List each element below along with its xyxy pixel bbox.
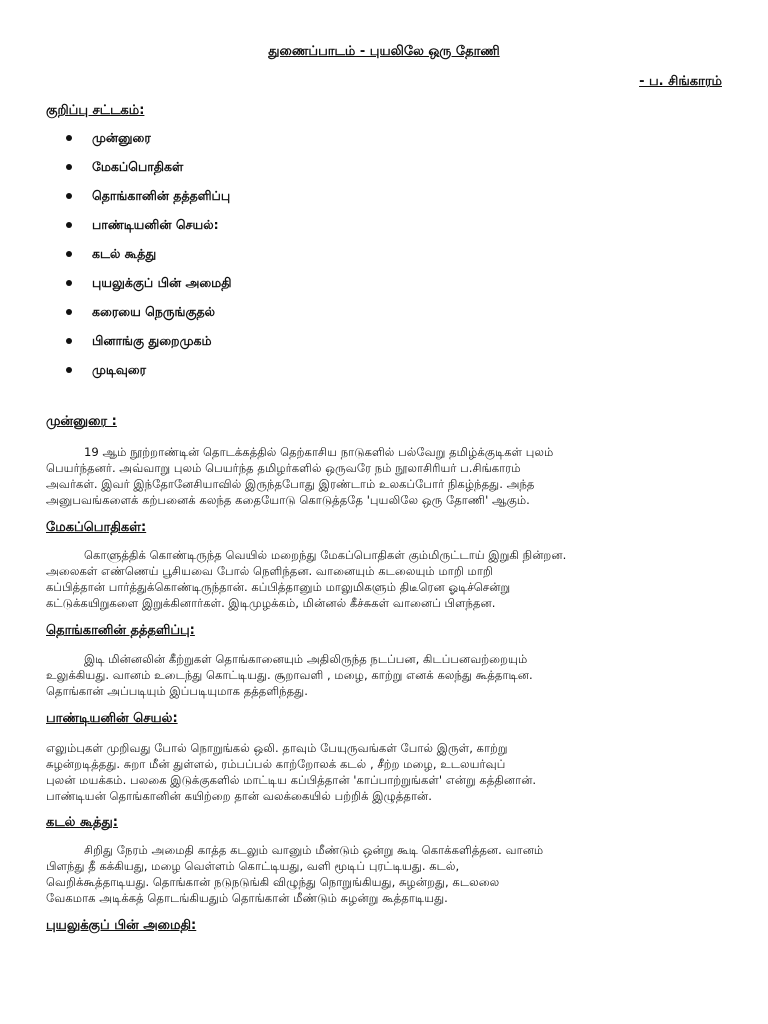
paragraph-line: பெயர்ந்தனர். அவ்வாறு புலம் பெயர்ந்த தமிழர்களில் ஒருவரே நம் நூலாசிரியர் ப.சிங்காரம் (46, 461, 521, 475)
outline-item (66, 244, 231, 273)
section-body-pandian (46, 740, 726, 804)
paragraph-line: கட்டுக்கயிறுகளை இறுக்கினார்கள். இடிமுழக்கம், மின்னல் கீச்சுகள் வானைப் பிளந்தன. (46, 596, 496, 610)
bullet-icon (66, 309, 72, 315)
paragraph-line: அலைகள் எண்ணெய் பூசியவை போல் நெளிந்தன. வானையும் கடலையும் மாறி மாறி (46, 564, 493, 578)
paragraph-line: உலுக்கியது. வானம் உடைந்து கொட்டியது. சூறாவளி , மழை, காற்று எனக் கலந்து கூத்தாடின. (46, 668, 533, 682)
outline-item-label: கடல் கூத்து (92, 246, 157, 261)
bullet-icon (66, 338, 72, 344)
section-body-clouds (46, 547, 726, 611)
section-body-ship (46, 651, 726, 699)
bullet-icon (66, 164, 72, 170)
paragraph-line: 19 ஆம் நூற்றாண்டின் தொடக்கத்தில் தெற்காசிய நாடுகளில் பல்வேறு தமிழ்க்குடிகள் புலம் (84, 445, 554, 459)
outline-item (66, 360, 231, 389)
paragraph-line: கொளுத்திக் கொண்டிருந்த வெயில் மறைந்து மேகப்பொதிகள் கும்மிருட்டாய் இறுகி நின்றன. (84, 548, 567, 562)
paragraph-line: எலும்புகள் முறிவது போல் நொறுங்கல் ஒலி. தாவும் பேயுருவங்கள் போல் இருள், காற்று (46, 741, 508, 755)
section-heading-ship: தொங்கானின் தத்தளிப்பு: (46, 623, 195, 638)
outline-item (66, 128, 231, 157)
paragraph-line: பிளந்து தீ கக்கியது, மழை வெள்ளம் கொட்டியது, வளி மூடிப் புரட்டியது. கடல், (46, 859, 460, 873)
outline-item-label: மேகப்பொதிகள் (92, 159, 184, 174)
paragraph-line: தொங்கான் அப்படியும் இப்படியுமாக தத்தளிந்தது. (46, 684, 308, 698)
outline-item-label: கரையை நெருங்குதல் (92, 304, 216, 319)
bullet-icon (66, 193, 72, 199)
outline-item-label: முடிவுரை (92, 362, 147, 377)
section-heading-clouds: மேகப்பொதிகள்: (46, 520, 147, 535)
outline-item (66, 273, 231, 302)
outline-item-label: முன்னுரை (92, 130, 151, 145)
document-title: துணைப்பாடம் - புயலிலே ஒரு தோணி (268, 44, 500, 59)
section-body-dance (46, 842, 726, 906)
outline-item-label: புயலுக்குப் பின் அமைதி (92, 275, 232, 290)
paragraph-line: அவர்கள். இவர் இந்தோனேசியாவில் இருந்தபோது இரண்டாம் உலகப்போர் நிகழ்ந்தது. அந்த (46, 477, 535, 491)
section-heading-dance: கடல் கூத்து: (46, 815, 118, 830)
outline-heading: குறிப்பு சட்டகம்: (46, 103, 145, 118)
section-heading-intro: முன்னுரை : (46, 414, 117, 429)
paragraph-line: சுழன்றடித்தது. சுறா மீன் துள்ளல், ரம்பப்பல் காற்றோலக் கடல் , சீற்ற மழை, உடலயர்வுப் (46, 757, 506, 771)
outline-item (66, 186, 231, 215)
outline-list (66, 128, 231, 389)
paragraph-line: அனுபவங்களைக் கற்பனைக் கலந்த கதையோடு கொடுத்ததே 'புயலிலே ஒரு தோணி' ஆகும். (46, 493, 530, 507)
paragraph-line: இடி மின்னலின் கீற்றுகள் தொங்கானையும் அதிலிருந்த நடப்பன, கிடப்பனவற்றையும் (84, 652, 528, 666)
outline-item (66, 157, 231, 186)
paragraph-line: வேகமாக அடிக்கத் தொடங்கியதும் தொங்கான் மீண்டும் சுழன்று கூத்தாடியது. (46, 891, 448, 905)
outline-item (66, 331, 231, 360)
bullet-icon (66, 135, 72, 141)
document-author: - ப. சிங்காரம் (639, 74, 722, 89)
outline-item-label: தொங்கானின் தத்தளிப்பு (92, 188, 231, 203)
bullet-icon (66, 222, 72, 228)
outline-item-label: பாண்டியனின் செயல்: (92, 217, 219, 232)
outline-item (66, 302, 231, 331)
section-heading-pandian: பாண்டியனின் செயல்: (46, 711, 178, 726)
outline-item (66, 215, 231, 244)
section-heading-calm: புயலுக்குப் பின் அமைதி: (46, 918, 197, 933)
paragraph-line: கப்பித்தான் பார்த்துக்கொண்டிருந்தான். கப்பித்தானும் மாலுமிகளும் திடீரென ஓடிச்சென்று (46, 580, 511, 594)
bullet-icon (66, 367, 72, 373)
bullet-icon (66, 251, 72, 257)
section-body-intro (46, 444, 726, 508)
paragraph-line: சிறிது நேரம் அமைதி காத்த கடலும் வானும் மீண்டும் ஒன்று கூடி கொக்களித்தன. வானம் (84, 843, 544, 857)
paragraph-line: புலன் மயக்கம். பலகை இடுக்குகளில் மாட்டிய கப்பித்தான் 'காப்பாற்றுங்கள்' என்று கத்தினான். (46, 773, 537, 787)
outline-item-label: பினாங்கு துறைமுகம் (92, 333, 212, 348)
paragraph-line: வெறிக்கூத்தாடியது. தொங்கான் நடுநடுங்கி விழுந்து நொறுங்கியது, சுழன்றது, கடலலை (46, 875, 500, 889)
paragraph-line: பாண்டியன் தொங்கானின் கயிற்றை தான் வலக்கையில் பற்றிக் இழுத்தான். (46, 789, 432, 803)
bullet-icon (66, 280, 72, 286)
